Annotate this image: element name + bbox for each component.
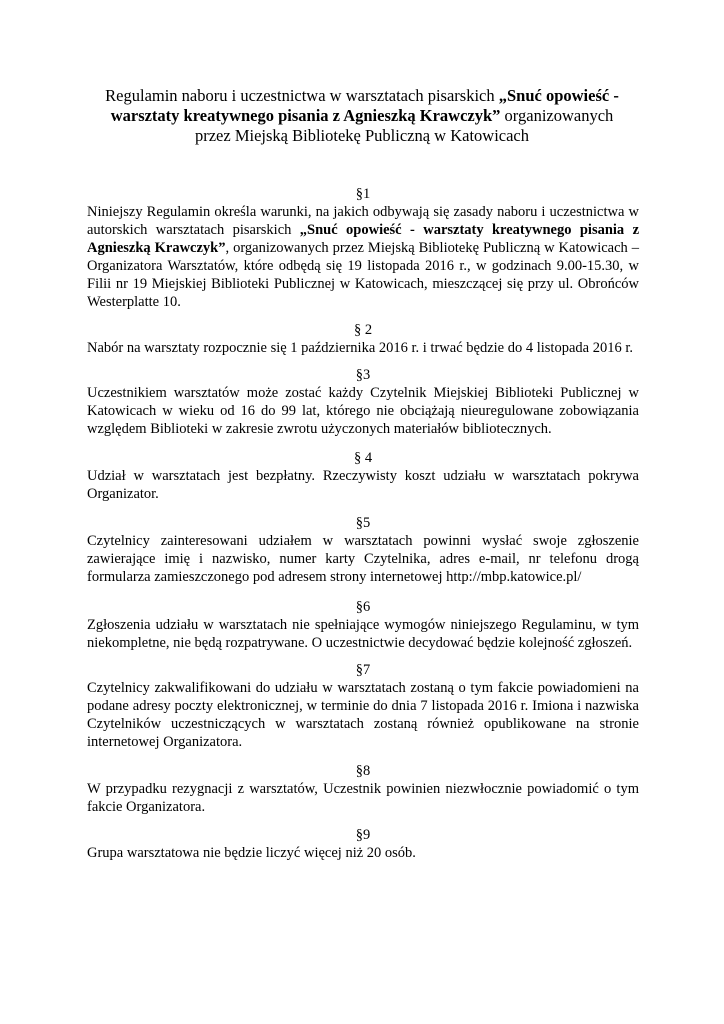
section-number: § 4 [353, 450, 373, 466]
section-number: §8 [355, 763, 371, 779]
section-number: § 2 [353, 322, 373, 338]
section-text-bold: „Snuć opowieść - warsztaty kreatywnego pisania z Agnieszką Krawczyk” [87, 222, 640, 256]
section-text: Udział w warsztatach jest bezpłatny. Rzeczywisty koszt udziału w warsztatach pokrywa Organizator. [87, 468, 639, 502]
section-number: §5 [355, 515, 371, 531]
section-text-part: , organizowanych przez Miejską Bibliotekę Publiczną w Katowicach – Organizatora Warsztatów, które odbędą się 19 listopada 2016 r., w godzinach 9.00-15.30, w Filii nr 19 Miejskiej Biblioteki Publicznej w Katowicach, mieszczącej się przy ul. Obrońców Westerplatte 10. [87, 240, 640, 310]
title-line1-bold: „Snuć opowieść - [498, 86, 619, 105]
section-2 [87, 321, 639, 357]
section-number: §6 [355, 599, 371, 615]
section-number: §3 [355, 367, 371, 383]
section-text: Grupa warsztatowa nie będzie liczyć więcej niż 20 osób. [87, 845, 416, 861]
section-9 [87, 826, 639, 862]
title-line2-bold: warsztaty kreatywnego pisania z Agnieszką Krawczyk” [110, 106, 501, 125]
section-3 [87, 366, 639, 438]
document-title [60, 86, 664, 146]
section-text-part: Niniejszy Regulamin określa warunki, na jakich odbywają się zasady naboru i uczestnictwa w autorskich warsztatach pisarskich [87, 204, 639, 238]
section-number: §1 [355, 186, 371, 202]
section-6 [87, 598, 639, 652]
section-8 [87, 762, 639, 816]
section-text [87, 203, 639, 311]
section-text: Nabór na warsztaty rozpocznie się 1 października 2016 r. i trwać będzie do 4 listopada 2016 r. [87, 340, 633, 356]
section-number: §9 [355, 827, 371, 843]
title-line3: przez Miejską Bibliotekę Publiczną w Katowicach [194, 126, 529, 145]
section-4 [87, 449, 639, 503]
section-7 [87, 661, 639, 751]
title-line1-regular: Regulamin naboru i uczestnictwa w warsztatach pisarskich [105, 86, 499, 105]
section-text: Uczestnikiem warsztatów może zostać każdy Czytelnik Miejskiej Biblioteki Publicznej w Katowicach w wieku od 16 do 99 lat, którego nie obciążają nieuregulowane zobowiązania względem Biblioteki w zakresie zwrotu użyczonych materiałów bibliotecznych. [87, 385, 639, 437]
section-text: Zgłoszenia udziału w warsztatach nie spełniające wymogów niniejszego Regulaminu, w tym niekompletne, nie będą rozpatrywane. O uczestnictwie decydować będzie kolejność zgłoszeń. [87, 617, 639, 651]
title-line2-regular: organizowanych [500, 106, 614, 125]
section-5 [87, 514, 639, 586]
section-text: W przypadku rezygnacji z warsztatów, Uczestnik powinien niezwłocznie powiadomić o tym fakcie Organizatora. [87, 781, 639, 815]
section-text: Czytelnicy zainteresowani udziałem w warsztatach powinni wysłać swoje zgłoszenie zawierające imię i nazwisko, numer karty Czytelnika, adres e-mail, nr telefonu drogą formularza zamieszczonego pod adresem strony internetowej http://mbp.katowice.pl/ [87, 533, 639, 585]
section-1 [87, 185, 639, 311]
section-number: §7 [355, 662, 371, 678]
section-text: Czytelnicy zakwalifikowani do udziału w warsztatach zostaną o tym fakcie powiadomieni na podane adresy poczty elektronicznej, w terminie do dnia 7 listopada 2016 r. Imiona i nazwiska Czytelników uczestniczących w warsztatach zostaną również opublikowane na stronie internetowej Organizatora. [87, 680, 639, 750]
